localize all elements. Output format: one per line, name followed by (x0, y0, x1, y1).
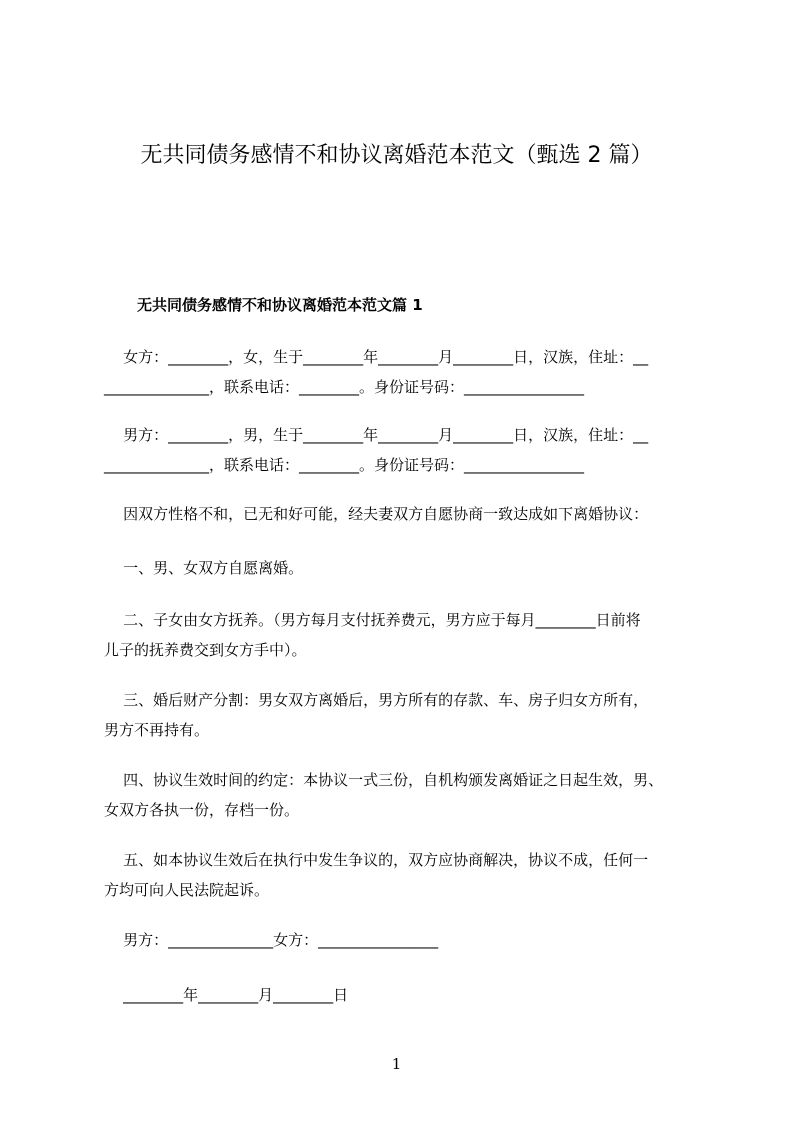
paragraph-line: 五、如本协议生效后在执行中发生争议的，双方应协商解决，协议不成，任何一 (104, 851, 649, 869)
clause-3 (104, 685, 704, 745)
signature-line (104, 925, 704, 955)
paragraph-line: ______________，联系电话：________。身份证号码：________________ (104, 378, 585, 396)
paragraph-line: 儿子的抚养费交到女方手中）。 (104, 641, 307, 659)
paragraph-line: 方均可向人民法院起诉。 (104, 881, 270, 899)
page-number: 1 (391, 1055, 402, 1073)
clause-1 (104, 553, 704, 583)
paragraph-line: 男方：______________女方：________________ (104, 931, 439, 949)
paragraph-line: 男方：________，男，生于________年________月________日，汉族，住址：__ (104, 426, 649, 444)
paragraph-line: 一、男、女双方自愿离婚。 (104, 559, 304, 577)
clause-4 (104, 765, 704, 825)
paragraph-line: ________年________月________日 (104, 986, 349, 1004)
paragraph-line: 四、协议生效时间的约定：本协议一式三份，自机构颁发离婚证之日起生效，男、 (104, 771, 664, 789)
date-line (104, 980, 704, 1010)
paragraph-line: 二、子女由女方抚养。（男方每月支付抚养费元，男方应于每月________日前将 (104, 611, 641, 629)
agreement-intro (104, 499, 704, 529)
clause-5 (104, 845, 704, 905)
paragraph-line: 因双方性格不和，已无和好可能，经夫妻双方自愿协商一致达成如下离婚协议： (104, 505, 649, 523)
document-title: 无共同债务感情不和协议离婚范本范文（甄选 2 篇） (140, 143, 653, 168)
clause-2 (104, 605, 704, 665)
paragraph-line: 女方：________，女，生于________年________月________日，汉族，住址：__ (104, 348, 649, 366)
paragraph-line: 女双方各执一份，存档一份。 (104, 801, 300, 819)
paragraph-line: 男方不再持有。 (104, 721, 210, 739)
party-male-info (104, 420, 704, 480)
section-heading: 无共同债务感情不和协议离婚范本范文篇 1 (137, 296, 423, 314)
paragraph-line: ______________，联系电话：________。身份证号码：________________ (104, 456, 585, 474)
party-female-info (104, 342, 704, 402)
paragraph-line: 三、婚后财产分割：男女双方离婚后，男方所有的存款、车、房子归女方所有， (104, 691, 649, 709)
